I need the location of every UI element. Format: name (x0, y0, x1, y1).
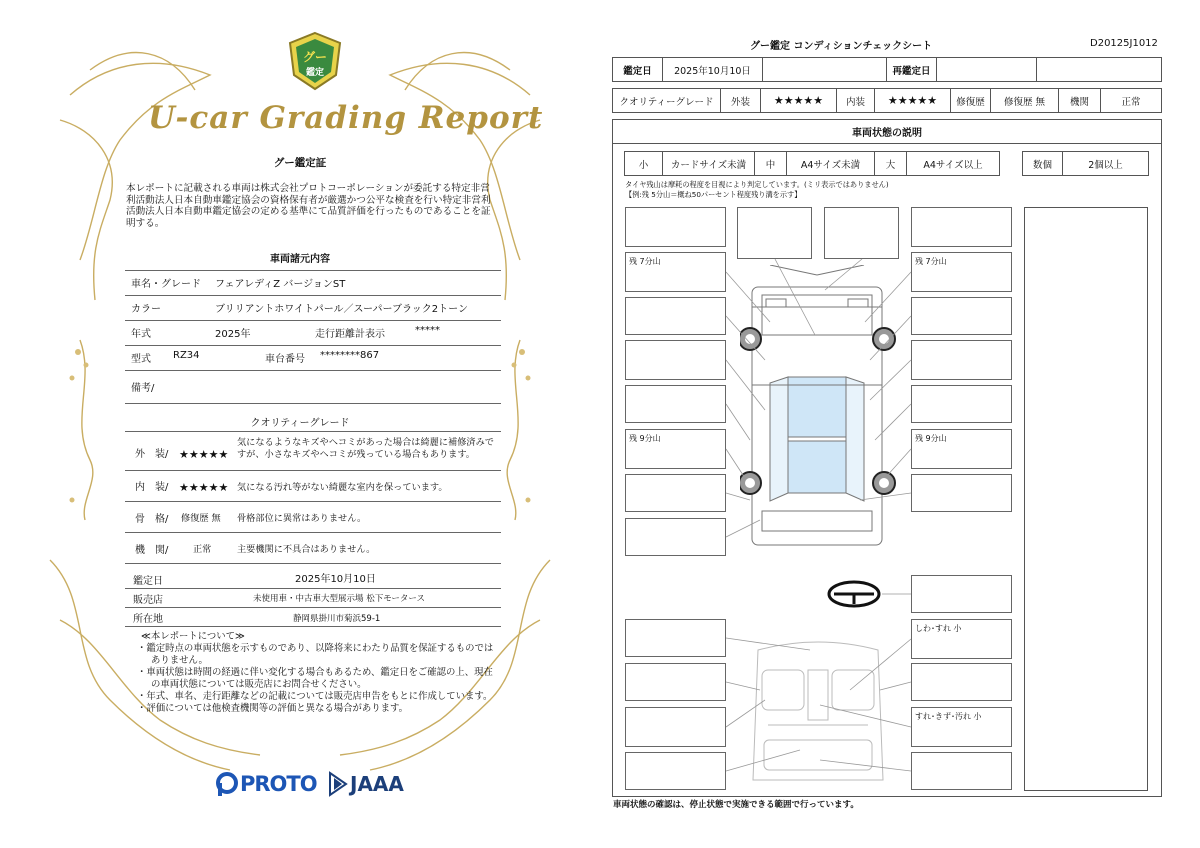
spec-row-model: 型式 RZ34 車台番号 ********867 (125, 346, 501, 371)
sheet-title: グー鑑定 コンディションチェックシート (750, 41, 933, 52)
report-notes: ≪本レポートについて≫ ・鑑定時点の車両状態を示すものであり、以降将来にわたり品質を保証するものではありません。 ・車両状態は時間の経過に伴い変化する場合もあるため、鑑定日をご確認の上、現在の車両状態については販売店にお問合せください。 ・年式、車名、走行距離などの記載については販売店申告をもとに作成しています。 ・評価については他検査機関等の評価と異なる場合があります。 (137, 631, 494, 714)
svg-text:グー: グー (302, 50, 328, 64)
quality-row-interior: 内 装/ ★★★★★ 気になる汚れ等がない綺麗な室内を保っています。 (125, 471, 501, 502)
spec-row-year: 年式 2025年 走行距離計表示 ***** (125, 321, 501, 346)
proto-logo: PROTO (240, 772, 317, 796)
tire-front-left: 残 7分山 (629, 257, 661, 266)
car-name: フェアレディZ バージョンST (215, 279, 346, 290)
certificate-statement: 本レポートに記載される車両は株式会社プロトコーポレーションが委託する特定非営利活動法人日本自動車鑑定協会の資格保有者が厳選かつ公平な検査を行い特定非営利活動法人日本自動車鑑定協会の定める基準にて品質評価を行ったものであることを証明する。 (126, 183, 491, 229)
quality-heading: クオリティーグレード (250, 418, 350, 429)
goo-appraisal-badge-icon (286, 31, 344, 93)
sheet-footer-note: 車両状態の確認は、停止状態で実施できる範囲で行っています。 (613, 800, 859, 810)
tire-note-example: 【例:残 5分山＝概ね50パーセント程度残り溝を示す】 (625, 190, 802, 199)
sheet-appraisal-date: 2025年10月10日 (663, 58, 763, 81)
quality-row-frame: 骨 格/ 修復歴 無 骨格部位に異常はありません。 (125, 502, 501, 533)
quality-row-engine: 機 関/ 正常 主要機関に不具合はありません。 (125, 533, 501, 564)
quality-row-exterior: 外 装/ ★★★★★ 気になるようなキズやヘコミがあった場合は綺麗に補修済みですが、小さなキズやヘコミが残っている場合もあります。 (125, 432, 501, 471)
count-legend: 数個 2個以上 (1022, 151, 1149, 176)
interior-note-wrinkle: しわ･すれ 小 (915, 624, 962, 633)
appraisal-date-row: 鑑定日 2025年10月10日 (125, 566, 501, 589)
jaaa-logo-icon (328, 771, 348, 797)
car-color: ブリリアントホワイトパール／スーパーブラック2トーン (215, 304, 468, 315)
quality-grade-table: クオリティーグレード 外装 ★★★★★ 内装 ★★★★★ 修復歴 修復歴 無 機関 正常 (612, 88, 1162, 113)
dealer-name: 未使用車・中古車大型展示場 松下モータース (253, 594, 425, 604)
condition-section-title: 車両状態の説明 (612, 119, 1162, 144)
certificate-heading: グー鑑定証 (273, 157, 327, 169)
tire-rear-left: 残 9分山 (629, 434, 661, 443)
spec-row-name: 車名・グレード フェアレディZ バージョンST (125, 271, 501, 296)
tire-note: タイヤ残山は摩耗の程度を目視により判定しています。(ミリ表示ではありません) (625, 180, 889, 189)
appraisal-date: 2025年10月10日 (295, 574, 376, 585)
leader-lines (600, 0, 1200, 848)
spec-row-remarks: 備考/ (125, 371, 501, 404)
appraisal-date-table: 鑑定日 2025年10月10日 再鑑定日 (612, 57, 1162, 82)
svg-text:鑑定: 鑑定 (305, 68, 325, 78)
dealer-address: 静岡県掛川市菊浜59-1 (293, 614, 381, 624)
location-row: 所在地 静岡県掛川市菊浜59-1 (125, 608, 501, 627)
report-script-title: U-car Grading Report (148, 100, 544, 136)
dealer-row: 販売店 未使用車・中古車大型展示場 松下モータース (125, 589, 501, 608)
document-id: D20125J1012 (1090, 38, 1158, 49)
damage-size-legend: 小 カードサイズ未満 中 A4サイズ未満 大 A4サイズ以上 (624, 151, 1000, 176)
spec-row-color: カラー ブリリアントホワイトパール／スーパーブラック2トーン (125, 296, 501, 321)
jaaa-logo: JAAA (350, 772, 404, 796)
proto-logo-icon (215, 771, 241, 797)
tire-rear-right: 残 9分山 (915, 434, 947, 443)
interior-note-scuff: すれ･きず･汚れ 小 (915, 712, 982, 721)
specs-heading: 車両諸元内容 (270, 254, 330, 265)
tire-front-right: 残 7分山 (915, 257, 947, 266)
condition-check-sheet (600, 0, 1200, 848)
